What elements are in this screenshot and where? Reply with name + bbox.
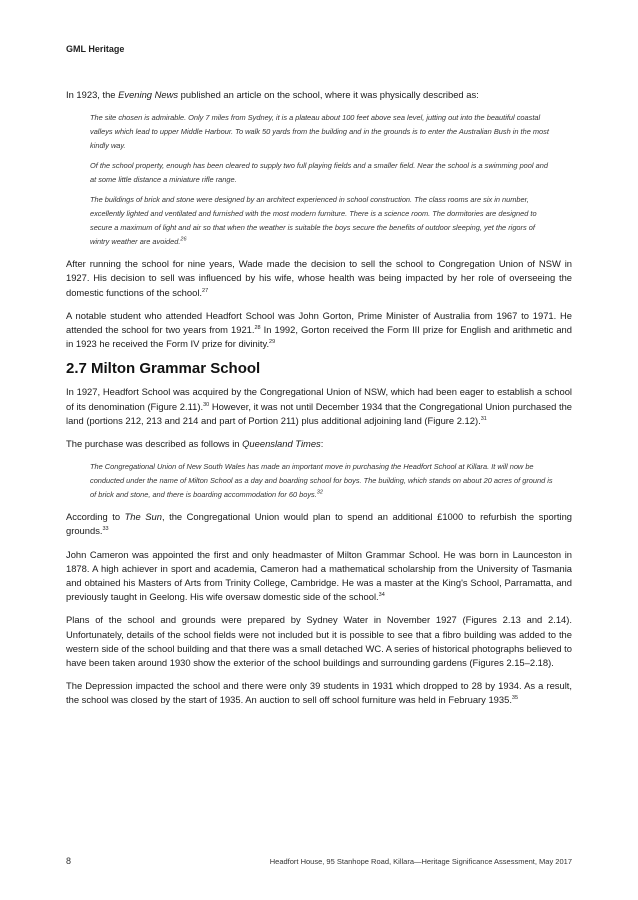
paragraph-john-cameron: John Cameron was appointed the first and only headmaster of Milton Grammar School. He was born in Launceston in 1878. A high achiever in sport and academia, Cameron had a mathematical scholarship from the University of Tasmania and obtained his Masters of Arts from Trinity College, Cambridge. He was a master at the King's School, Parramatta, and previously taught in Geelong. His wife oversaw domestic side of the school.$^{34}$ [66,548,572,603]
page-number: 8 [66,856,72,866]
footnote-ref[interactable]: 32 [316,489,323,496]
paragraph-the-sun: According to The Sun, the Congregational Union would plan to spend an additional £1000 to refurbish the sporting grounds.$^{33}$ [66,511,572,537]
footnote-ref[interactable]: 34 [378,592,385,599]
running-header: GML Heritage [66,44,125,54]
footnote-ref[interactable]: 30 [203,401,210,408]
footnote-ref[interactable]: 28 [254,324,261,331]
footnote-ref[interactable]: 27 [202,287,209,294]
block-quote-queensland-times [66,460,572,502]
paragraph-depression: The Depression impacted the school and there were only 39 students in 1931 which dropped to 28 by 1934. As a result, the school was closed by the start of 1935. An auction to sell off school furniture was held in February 1935.35 [66,680,572,706]
footer-text: Headfort House, 95 Stanhope Road, Killara—Heritage Significance Assessment, May 2017 [269,857,572,866]
footnote-ref[interactable]: 31 [480,415,487,422]
paragraph-purchase-intro: The purchase was described as follows in Queensland Times: [66,438,324,450]
block-quote-evening-news [66,111,572,249]
quote-paragraph: The Congregational Union of New South Wales has made an important move in purchasing the Headfort School at Killara. It will now be conducted under the name of Milton School as a day and boarding school for boys. The building, which stands on about 20 acres of ground is of brick and stone, and there is boarding accommodation for 60 boys.$^{32}$ [90,462,553,500]
section-heading: 2.7 Milton Grammar School [66,360,261,378]
document-body [66,88,572,717]
footnote-ref[interactable]: 35 [511,695,519,702]
paragraph-acquisition: In 1927, Headfort School was acquired by the Congregational Union of NSW, which had been eager to establish a school of its denomination (Figure 2.11).$^{30}$ However, it was not until December 1934 that the Congregational Union purchased the land (portions 212, 213 and 214 and part of Portion 211) plus additional adjoining land (Figure 2.12).$^{31}$ [66,386,572,426]
paragraph-sale-decision: After running the school for nine years, Wade made the decision to sell the school to Congregation Union of NSW in 1927. His decision to sell was influenced by his wife, whose health was being impacted by her role of overseeing the domestic functions of the school.$^{27}$ [66,258,572,298]
quote-paragraph: The buildings of brick and stone were designed by an architect experienced in school construction. The class rooms are six in number, excellently lighted and ventilated and furnished with the most modern furniture. There is a science room. The dormitories are designed to secure a maximum of light and air so that when the weather is suitable the boys secure the benefits of outdoor sleeping, yet the rigors of wintry weather are avoided.$^{26}$ [90,195,537,247]
footnote-ref[interactable]: 33 [102,526,109,533]
quote-paragraph: The site chosen is admirable. Only 7 miles from Sydney, it is a plateau about 100 feet above sea level, jutting out into the beautiful coastal valleys which lead to upper Middle Harbour. To walk 50 yards from the building and in the grounds is to enter the Australian Bush in the most kindly way. [90,113,549,151]
paragraph-evening-news: In 1923, the Evening News published an article on the school, where it was physically described as: [66,89,479,100]
quote-paragraph: Of the school property, enough has been cleared to supply two full playing fields and a smaller field. Near the school is a swimming pool and at some little distance a miniature rifle range. [90,161,548,185]
footnote-ref[interactable]: 29 [269,339,276,346]
paragraph-john-gorton: A notable student who attended Headfort School was John Gorton, Prime Minister of Australia from 1967 to 1971. He attended the school for two years from 1921.28 In 1992, Gorton received the Form III prize for English and arithmetic and in 1923 he received the Form IV prize for divinity.$^{29}$ [66,309,572,350]
paragraph-plans: Plans of the school and grounds were prepared by Sydney Water in November 1927 (Figures 2.13 and 2.14). Unfortunately, details of the school fields were not included but it is possible to see that a fibro building was added to the western side of the school building and that there was a small detached WC. A series of historical photographs believed to have been taken around 1930 show the exterior of the school buildings and surrounding gardens (Figures 2.15–2.18). [66,614,572,669]
footnote-ref[interactable]: 26 [180,236,187,243]
